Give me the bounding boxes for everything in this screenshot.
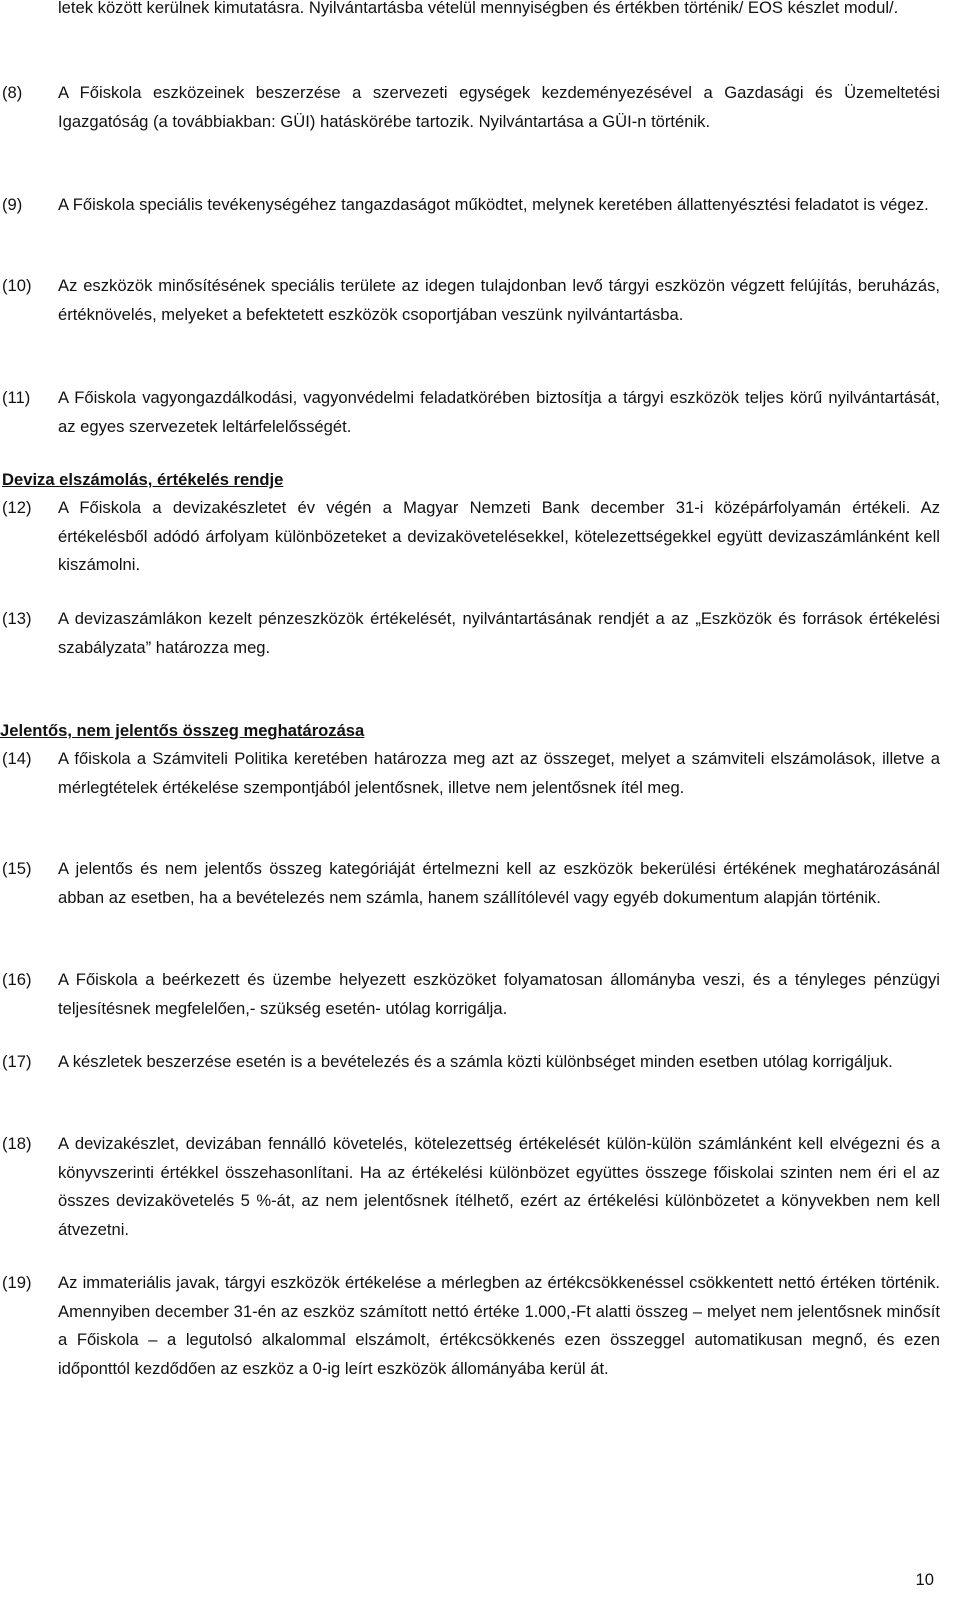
- paragraph-14: [0, 745, 940, 802]
- paragraph-text: A Főiskola eszközeinek beszerzése a szervezeti egységek kezdeményezésével a Gazdasági és Üzemeltetési Igazgatóság (a továbbiakban: GÜI) hatáskörébe tartozik. Nyilvántartása a GÜI-n történik.: [58, 83, 940, 131]
- paragraph-text: A devizakészlet, devizában fennálló követelés, kötelezettség értékelését külön-külön számlánként kell elvégezni és a könyvszerinti értékkel összehasonlítani. Ha az értékelési különbözet együttes összege főiskolai szinten nem éri el az összes devizakövetelés 5 %-át, az nem jelentősnek ítélhető, ezért az értékelési különbözetet a könyvekben nem kell átvezetni.: [58, 1134, 940, 1239]
- paragraph-18: [0, 1130, 940, 1244]
- paragraph-text: Az eszközök minősítésének speciális területe az idegen tulajdonban levő tárgyi eszközön végzett felújítás, beruházás, értéknövelés, melyeket a befektetett eszközök csoportjában veszünk nyilvántartásba.: [58, 276, 940, 324]
- paragraph-number: (8): [2, 83, 23, 102]
- paragraph-text: A devizaszámlákon kezelt pénzeszközök értékelését, nyilvántartásának rendjét a az „Eszközök és források értékelési szabályzata” határozza meg.: [58, 609, 940, 657]
- paragraph-text: A készletek beszerzése esetén is a bevételezés és a számla közti különbséget minden esetben utólag korrigáljuk.: [58, 1052, 893, 1071]
- paragraph-19: [0, 1269, 940, 1383]
- paragraph-number: (19): [2, 1273, 32, 1292]
- paragraph-text: A Főiskola a beérkezett és üzembe helyezett eszközöket folyamatosan állományba veszi, és a tényleges pénzügyi teljesítésnek megfelelően,- szükség esetén- utólag korrigálja.: [58, 970, 940, 1018]
- paragraph-number: (12): [2, 498, 32, 517]
- paragraph-number: (9): [2, 195, 23, 214]
- paragraph-number: (16): [2, 970, 32, 989]
- paragraph-13: [0, 605, 940, 662]
- section-heading-jelentos: Jelentős, nem jelentős összeg meghatározása: [0, 721, 365, 740]
- paragraph-number: (10): [2, 276, 32, 295]
- paragraph-15: [0, 855, 940, 912]
- page-number: 10: [915, 1570, 934, 1589]
- paragraph-text: A főiskola a Számviteli Politika keretében határozza meg azt az összeget, melyet a számviteli elszámolások, illetve a mérlegtételek értékelése szempontjából jelentősnek, illetve nem jelentősnek ítél meg.: [58, 749, 940, 797]
- paragraph-number: (13): [2, 609, 32, 628]
- paragraph-text: A Főiskola vagyongazdálkodási, vagyonvédelmi feladatkörében biztosítja a tárgyi eszközök teljes körű nyilvántartását, az egyes szervezetek leltárfelelősségét.: [58, 388, 940, 436]
- paragraph-text: A Főiskola a devizakészletet év végén a Magyar Nemzeti Bank december 31-i középárfolyamán értékeli. Az értékelésből adódó árfolyam különbözeteket a devizakövetelésekkel, kötelezettségekkel együtt devizaszámlánként kell kiszámolni.: [58, 498, 940, 574]
- paragraph-11: [0, 384, 940, 441]
- paragraph-10: [0, 272, 940, 329]
- paragraph-8: [0, 79, 940, 136]
- paragraph-number: (18): [2, 1134, 32, 1153]
- section-heading-deviza: Deviza elszámolás, értékelés rendje: [2, 470, 284, 489]
- paragraph-17: [0, 1048, 940, 1077]
- paragraph-text: Az immateriális javak, tárgyi eszközök értékelése a mérlegben az értékcsökkenéssel csökkentett nettó értéken történik. Amennyiben december 31-én az eszköz számított nettó értéke 1.000,-Ft alatti összeg – melyet nem jelentősnek minősít a Főiskola – a legutolsó alkalommal elszámolt, értékcsökkenés ezen összeggel automatikusan megnő, és ezen időponttól kezdődően az eszköz a 0-ig leírt eszközök állományába kerül át.: [58, 1273, 940, 1378]
- paragraph-number: (14): [2, 749, 32, 768]
- paragraph-12: [0, 494, 940, 580]
- paragraph-number: (11): [2, 388, 31, 407]
- paragraph-text: A Főiskola speciális tevékenységéhez tangazdaságot működtet, melynek keretében állattenyésztési feladatot is végez.: [58, 195, 929, 214]
- paragraph-number: (17): [2, 1052, 32, 1071]
- paragraph-16: [0, 966, 940, 1023]
- paragraph-9: [0, 191, 940, 220]
- paragraph-text: A jelentős és nem jelentős összeg kategóriáját értelmezni kell az eszközök bekerülési értékének meghatározásánál abban az esetben, ha a bevételezés nem számla, hanem szállítólevél vagy egyéb dokumentum alapján történik.: [58, 859, 940, 907]
- paragraph-number: (15): [2, 859, 32, 878]
- intro-paragraph: letek között kerülnek kimutatásra. Nyilvántartásba vételül mennyiségben és értékben történik/ EOS készlet modul/.: [58, 0, 899, 17]
